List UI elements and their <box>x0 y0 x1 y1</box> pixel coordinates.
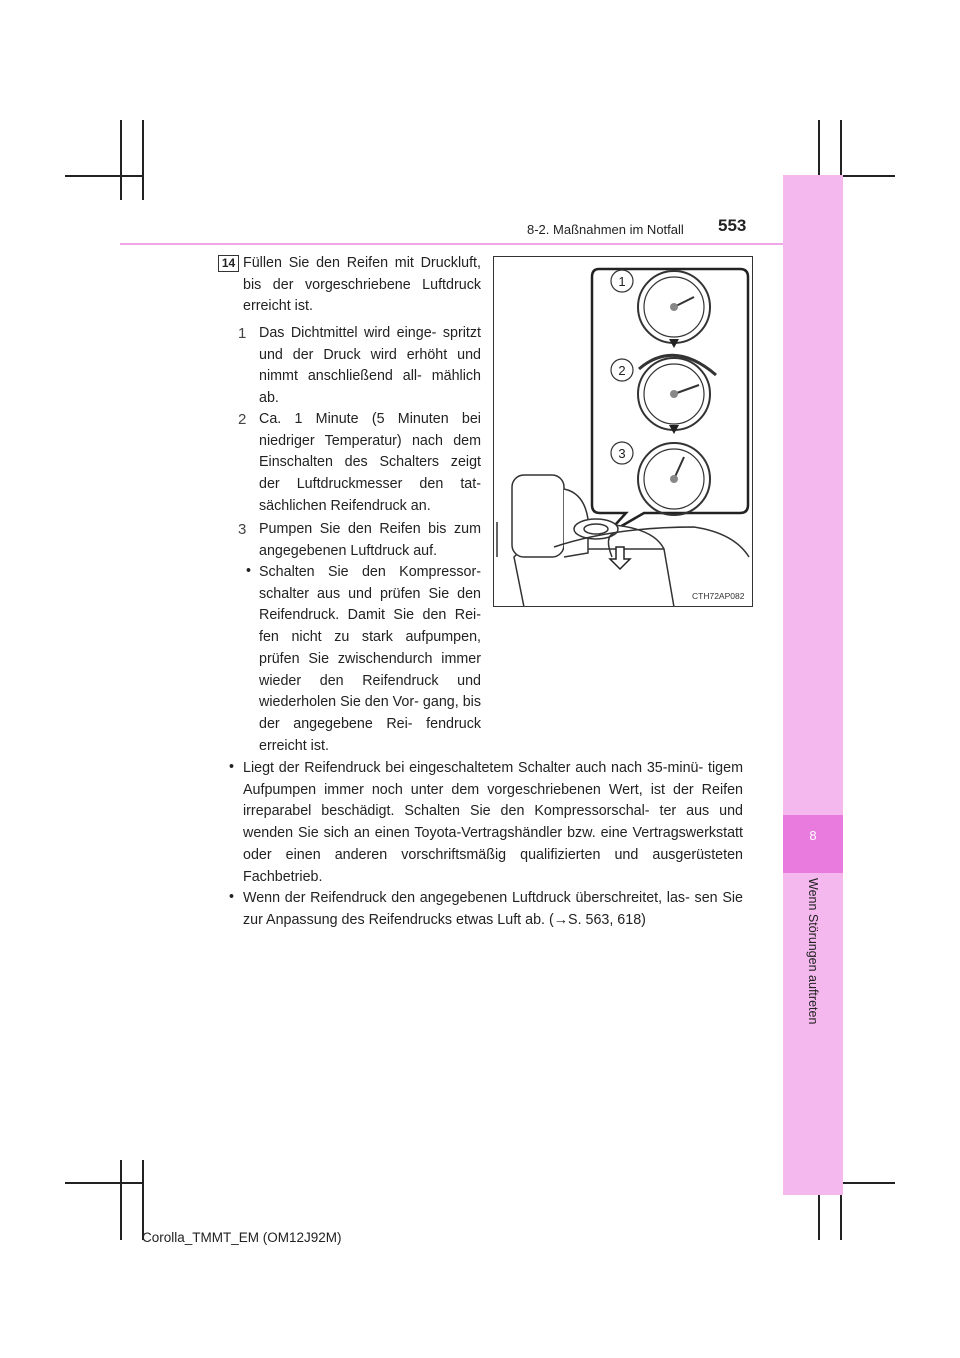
chapter-title-wrap <box>800 878 830 1108</box>
chapter-tab <box>783 815 843 873</box>
substep-number: 3 <box>238 521 247 538</box>
chapter-number: 8 <box>809 828 817 843</box>
bullet-text: Liegt der Reifendruck bei eingeschaltetem Schalter auch nach 35-minü- tigem Aufpumpen immer noch unter dem vorgeschriebenen Wert, ist der Reifen irreparabel beschädigt. Schalten Sie den Kompressorschal- ter aus und wenden Sie sich an einen Toyota-Vertragshändler bzw. eine Vertragswerkstatt oder einen anderen vorschriftsmäßig qualifizierten und ausgerüsteten Fachbetrieb. <box>243 760 743 885</box>
callout-label: 3 <box>618 446 626 461</box>
compressor-illustration <box>493 256 753 607</box>
bullet-mark: • <box>246 563 252 579</box>
section-title: 8-2. Maßnahmen im Notfall <box>527 222 684 237</box>
figure-code: CTH72AP082 <box>692 591 745 601</box>
crop-mark <box>120 1160 122 1240</box>
substep-text: Pumpen Sie den Reifen bis zum angegebenen Luftdruck auf. <box>259 521 481 559</box>
callout-label: 1 <box>618 274 626 289</box>
bullet-text: Schalten Sie den Kompressor- schalter aus und prüfen Sie den Reifendruck. Damit Sie den Rei- fen nicht zu stark aufpumpen, prüfen Sie zwischendurch immer wieder den Reifendruck und wiederholen Sie den Vor- gang, bis der angegebene Rei- fendruck erreicht ist. <box>259 564 481 754</box>
header-rule <box>120 243 783 245</box>
crop-mark <box>142 1160 144 1240</box>
substep-text: Das Dichtmittel wird einge- spritzt und der Druck wird erhöht und nimmt anschließend all- mählich ab. <box>259 325 481 407</box>
substep-text: Ca. 1 Minute (5 Minuten bei niedriger Temperatur) nach dem Einschalten des Schalters zeigt der Luftdruckmesser den tat- sächlichen Reifendruck an. <box>259 411 481 514</box>
crop-mark <box>120 120 122 200</box>
page-number: 553 <box>718 216 747 235</box>
callout-label: 2 <box>618 363 626 378</box>
step-number-box: 14 <box>218 255 239 272</box>
bullet-mark: • <box>229 889 235 905</box>
step-text: Füllen Sie den Reifen mit Druckluft, bis der vorgeschriebene Luftdruck erreicht ist. <box>243 255 481 315</box>
chapter-title: Wenn Störungen auftreten <box>806 878 820 1025</box>
substep-number: 2 <box>238 411 247 428</box>
footer-text: Corolla_TMMT_EM (OM12J92M) <box>142 1230 342 1245</box>
crop-mark <box>65 1182 142 1184</box>
crop-mark <box>65 175 142 177</box>
bullet-text: Wenn der Reifendruck den angegebenen Luftdruck überschreitet, las- sen Sie zur Anpassung des Reifendrucks etwas Luft ab. (→S. 563, 618) <box>243 890 743 928</box>
bullet-mark: • <box>229 759 235 775</box>
compressor-drawing <box>494 257 752 606</box>
substep-number: 1 <box>238 325 247 342</box>
crop-mark <box>142 120 144 200</box>
